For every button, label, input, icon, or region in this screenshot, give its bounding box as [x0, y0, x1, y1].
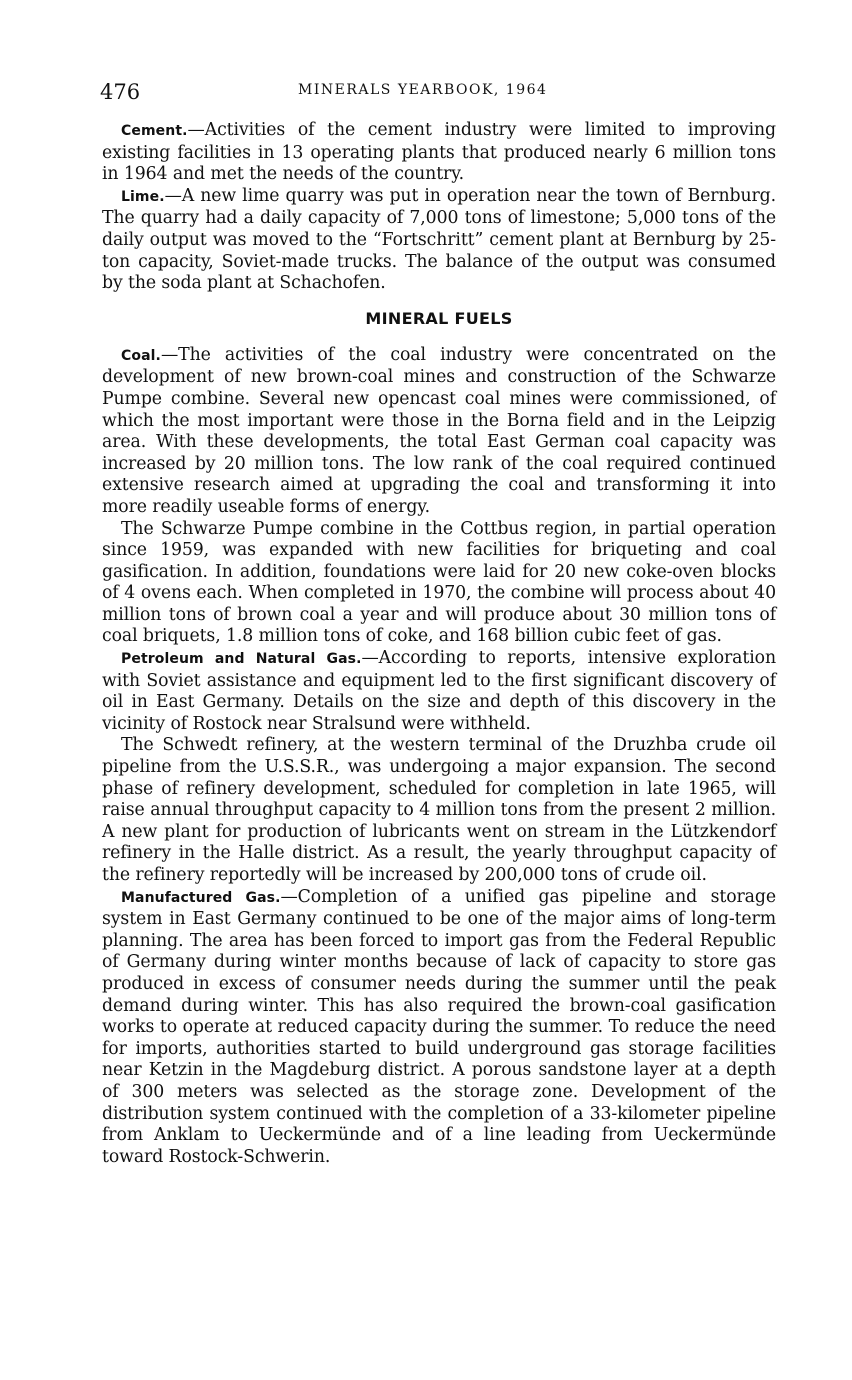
paragraph-schwedt [102, 735, 776, 886]
run-in-heading: Manufactured Gas. [121, 889, 281, 906]
paragraph-text: The Schwarze Pumpe combine in the Cottbus region, in partial operation since 1959, was expanded with new facilities for briqueting and coal gasification. In addition, foundations were laid for 20 new coke-oven blocks of 4 ovens each. When completed in 1970, the combine will process about 40 million tons of brown coal a year and will produce about 30 million tons of coal briquets, 1.8 million tons of coke, and 168 billion cubic feet of gas. [102, 518, 776, 647]
run-in-heading: Petroleum and Natural Gas. [121, 651, 362, 668]
run-in-heading: Coal. [121, 347, 161, 364]
paragraph-text: —Activities of the cement industry were limited to improving existing facilities in 13 operating plants that produced nearly 6 million tons in 1964 and met the needs of the country. [102, 120, 776, 185]
page-number: 476 [100, 80, 141, 104]
run-in-heading: Lime. [121, 188, 165, 205]
paragraph-lime [102, 186, 776, 295]
document-body [102, 120, 776, 1168]
paragraph-manufactured-gas [102, 887, 776, 1169]
paragraph-text: The Schwedt refinery, at the western terminal of the Druzhba crude oil pipeline from the U.S.S.R., was undergoing a major expansion. The second phase of refinery development, scheduled for completion in late 1965, will raise annual throughput capacity to 4 million tons from the present 2 million. A new plant for production of lubricants went on stream in the Lützkendorf refinery in the Halle district. As a result, the yearly throughput capacity of the refinery reportedly will be increased by 200,000 tons of crude oil. [102, 735, 776, 885]
running-title: MINERALS YEARBOOK, 1964 [298, 82, 548, 98]
running-header [100, 80, 776, 106]
paragraph-cement [102, 120, 776, 186]
paragraph-text: —According to reports, intensive exploration with Soviet assistance and equipment led to the first significant discovery of oil in East Germany. Details on the size and depth of this discovery in the vicinity of Rostock near Stralsund were withheld. [102, 648, 776, 734]
paragraph-petroleum [102, 648, 776, 735]
paragraph-text: —Completion of a unified gas pipeline and storage system in East Germany continued to be one of the major aims of long-term planning. The area has been forced to import gas from the Federal Republic of Germany during winter months because of lack of capacity to store gas produced in excess of consumer needs during the summer until the peak demand during winter. This has also required the brown-coal gasification works to operate at reduced capacity during the summer. To reduce the need for imports, authorities started to build underground gas storage facilities near Ketzin in the Magdeburg district. A porous sandstone layer at a depth of 300 meters was selected as the storage zone. Development of the distribution system continued with the completion of a 33-kilometer pipeline from Anklam to Ueckermünde and of a line leading from Ueckermünde toward Rostock-Schwerin. [102, 886, 776, 1167]
paragraph-text: —The activities of the coal industry were concentrated on the development of new brown-coal mines and construction of the Schwarze Pumpe combine. Several new opencast coal mines were commissioned, of which the most important were those in the Borna field and in the Leipzig area. With these developments, the total East German coal capacity was increased by 20 million tons. The low rank of the coal required continued extensive research aimed at upgrading the coal and transforming it into more readily useable forms of energy. [102, 344, 776, 517]
paragraph-text: —A new lime quarry was put in operation near the town of Bernburg. The quarry had a daily capacity of 7,000 tons of limestone; 5,000 tons of the daily output was moved to the “Fortschritt” cement plant at Bernburg by 25-ton capacity, Soviet-made trucks. The balance of the output was consumed by the soda plant at Schachofen. [102, 185, 776, 294]
section-heading: MINERAL FUELS [365, 308, 513, 328]
paragraph-coal [102, 345, 776, 519]
run-in-heading: Cement. [121, 123, 188, 139]
paragraph-schwarze-pumpe [102, 519, 776, 649]
